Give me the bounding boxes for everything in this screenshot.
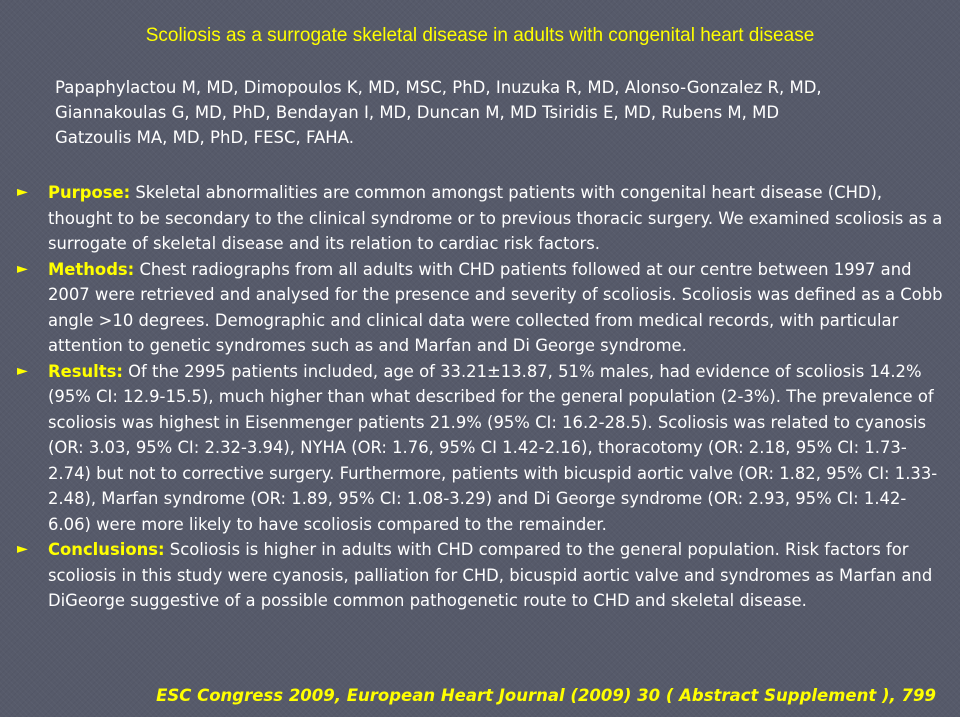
conclusions-section	[0, 537, 960, 614]
results-section	[0, 359, 960, 538]
purpose-text: Skeletal abnormalities are common amongst patients with congenital heart disease (CHD), thought to be secondary to the clinical syndrome or to previous thoracic surgery. We examined scoliosis as a surrogate of skeletal disease and its relation to cardiac risk factors.	[48, 183, 943, 253]
abstract-sections	[0, 180, 960, 614]
methods-section	[0, 257, 960, 359]
methods-text: Chest radiographs from all adults with CHD patients followed at our centre between 1997 and 2007 were retrieved and analysed for the presence and severity of scoliosis. Scoliosis was defined as a Cobb angle >10 degrees. Demographic and clinical data were collected from medical records, with particular attention to genetic syndromes such as and Marfan and Di George syndrome.	[48, 259, 943, 355]
methods-label: Methods:	[48, 259, 135, 279]
bullet-arrow-icon: ►	[17, 541, 28, 557]
bullet-arrow-icon: ►	[17, 260, 28, 277]
author-list	[55, 75, 950, 150]
author-line: Gatzoulis MA, MD, PhD, FESC, FAHA.	[55, 128, 354, 147]
author-line: Giannakoulas G, MD, PhD, Bendayan I, MD, Duncan M, MD Tsiridis E, MD, Rubens M, MD	[55, 103, 780, 122]
author-line: Papaphylactou M, MD, Dimopoulos K, MD, MSC, PhD, Inuzuka R, MD, Alonso-Gonzalez R, MD,	[55, 78, 822, 97]
slide-title: Scoliosis as a surrogate skeletal disease in adults with congenital heart disease	[145, 25, 815, 46]
conclusions-text: Scoliosis is higher in adults with CHD compared to the general population. Risk factors for scoliosis in this study were cyanosis, palliation for CHD, bicuspid aortic valve and syndromes as Marfan and DiGeorge suggestive of a possible common pathogenetic route to CHD and skeletal disease.	[48, 540, 933, 610]
bullet-arrow-icon: ►	[17, 362, 28, 379]
bullet-arrow-icon: ►	[17, 184, 28, 200]
purpose-label: Purpose:	[48, 183, 131, 202]
results-label: Results:	[48, 361, 123, 381]
journal-citation: ESC Congress 2009, European Heart Journal (2009) 30 ( Abstract Supplement ), 799	[156, 686, 936, 705]
conclusions-label: Conclusions:	[48, 540, 165, 559]
results-text: Of the 2995 patients included, age of 33.21±13.87, 51% males, had evidence of scoliosis 14.2% (95% CI: 12.9-15.5), much higher than what described for the general population (2-3%). The prevalence of scoliosis was highest in Eisenmenger patients 21.9% (95% CI: 16.2-28.5). Scoliosis was related to cyanosis (OR: 3.03, 95% CI: 2.32-3.94), NYHA (OR: 1.76, 95% CI 1.42-2.16), thoracotomy (OR: 2.18, 95% CI: 1.73-2.74) but not to corrective surgery. Furthermore, patients with bicuspid aortic valve (OR: 1.82, 95% CI: 1.33-2.48), Marfan syndrome (OR: 1.89, 95% CI: 1.08-3.29) and Di George syndrome (OR: 2.93, 95% CI: 1.42-6.06) were more likely to have scoliosis compared to the remainder.	[48, 361, 938, 534]
purpose-section	[0, 180, 960, 257]
